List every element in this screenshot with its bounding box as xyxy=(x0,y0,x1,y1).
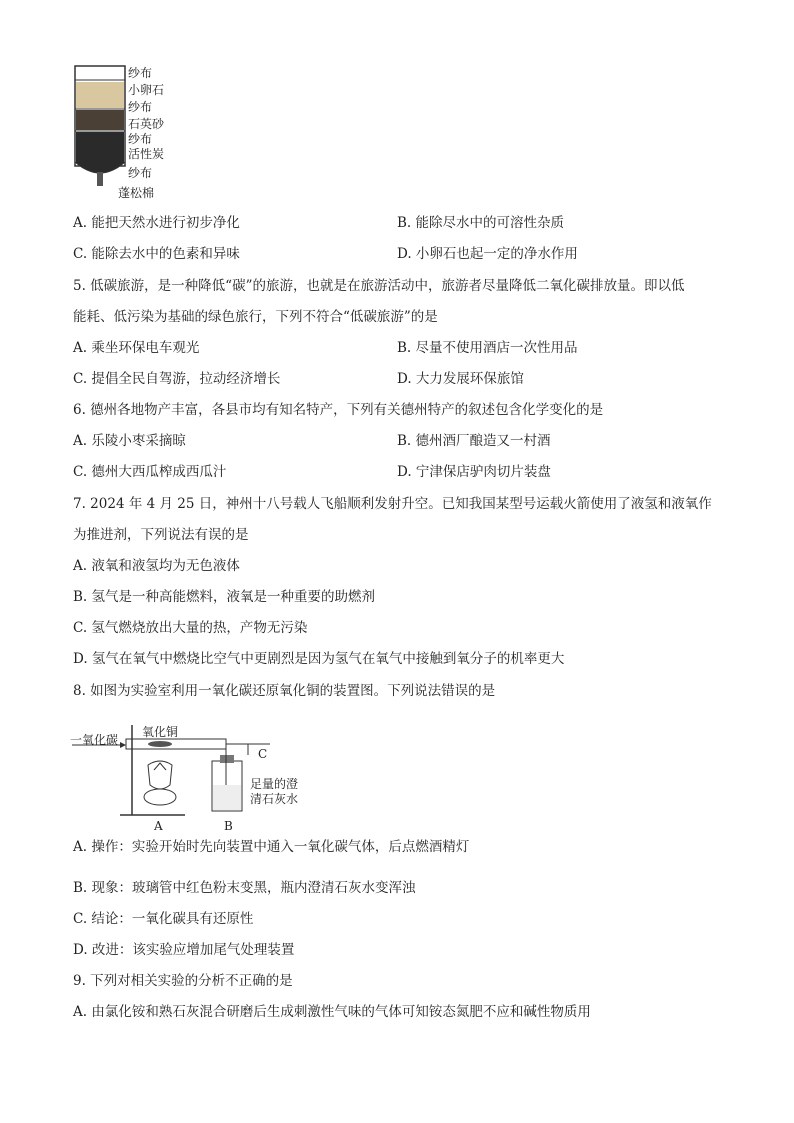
q6-option-c: C. 德州大西瓜榨成西瓜汁 xyxy=(73,464,227,480)
filter-label-5: 纱布 xyxy=(128,132,153,146)
filter-label-1: 纱布 xyxy=(128,66,153,80)
q9-option-a: A. 由氯化铵和熟石灰混合研磨后生成刺激性气味的气体可知铵态氮肥不应和碱性物质用 xyxy=(73,1004,591,1020)
q7-stem-line1: 7. 2024 年 4 月 25 日，神州十八号载人飞船顺利发射升空。已知我国某型号运载火箭使用了液氢和液氧作 xyxy=(73,496,712,512)
label-limewater-1: 足量的澄 xyxy=(250,777,299,791)
q9-stem: 9. 下列对相关实验的分析不正确的是 xyxy=(73,973,293,989)
q8-option-b: B. 现象：玻璃管中红色粉末变黑，瓶内澄清石灰水变浑浊 xyxy=(73,880,416,896)
q4-option-d: D. 小卵石也起一定的净水作用 xyxy=(397,246,578,262)
filter-label-8: 蓬松棉 xyxy=(118,186,155,200)
filter-figure xyxy=(70,64,190,204)
label-copper-oxide: 氧化铜 xyxy=(142,725,179,739)
q6-option-a: A. 乐陵小枣采摘晾 xyxy=(73,433,186,449)
q5-stem-line2: 能耗、低污染为基础的绿色旅行，下列不符合“低碳旅游”的是 xyxy=(73,309,438,325)
q4-option-c: C. 能除去水中的色素和异味 xyxy=(73,246,240,262)
label-limewater-2: 清石灰水 xyxy=(250,792,299,806)
q6-option-b: B. 德州酒厂酿造又一村酒 xyxy=(397,433,551,449)
q7-stem-line2: 为推进剂，下列说法有误的是 xyxy=(73,527,249,543)
q4-option-b: B. 能除尽水中的可溶性杂质 xyxy=(397,215,565,231)
label-carbon-monoxide: 一氧化碳 xyxy=(70,733,119,747)
q8-stem: 8. 如图为实验室利用一氧化碳还原氧化铜的装置图。下列说法错误的是 xyxy=(73,683,496,699)
q4-option-a: A. 能把天然水进行初步净化 xyxy=(73,215,240,231)
label-apparatus-a: A xyxy=(154,819,163,833)
q7-option-d: D. 氢气在氧气中燃烧比空气中更剧烈是因为氢气在氧气中接触到氧分子的机率更大 xyxy=(73,651,565,667)
co-apparatus-figure xyxy=(70,715,310,835)
filter-label-6: 活性炭 xyxy=(128,147,165,161)
q7-option-c: C. 氢气燃烧放出大量的热，产物无污染 xyxy=(73,620,308,636)
q8-option-d: D. 改进：该实验应增加尾气处理装置 xyxy=(73,942,295,958)
q5-option-a: A. 乘坐环保电车观光 xyxy=(73,340,200,356)
filter-label-4: 石英砂 xyxy=(128,117,165,131)
q8-option-a: A. 操作：实验开始时先向装置中通入一氧化碳气体，后点燃酒精灯 xyxy=(73,839,470,855)
filter-label-2: 小卵石 xyxy=(128,83,165,97)
q7-option-a: A. 液氧和液氢均为无色液体 xyxy=(73,558,240,574)
filter-label-3: 纱布 xyxy=(128,100,153,114)
q5-option-c: C. 提倡全民自驾游，拉动经济增长 xyxy=(73,371,281,387)
label-outlet-c: C xyxy=(258,747,268,761)
q6-option-d: D. 宁津保店驴肉切片装盘 xyxy=(397,464,551,480)
q5-option-b: B. 尽量不使用酒店一次性用品 xyxy=(397,340,578,356)
filter-apparatus-drawing xyxy=(70,64,130,194)
filter-label-7: 纱布 xyxy=(128,166,153,180)
q7-option-b: B. 氢气是一种高能燃料，液氧是一种重要的助燃剂 xyxy=(73,589,376,605)
q6-stem: 6. 德州各地物产丰富，各县市均有知名特产，下列有关德州特产的叙述包含化学变化的是 xyxy=(73,402,604,418)
label-apparatus-b: B xyxy=(224,819,233,833)
q5-option-d: D. 大力发展环保旅馆 xyxy=(397,371,524,387)
q8-option-c: C. 结论：一氧化碳具有还原性 xyxy=(73,911,254,927)
q5-stem-line1: 5. 低碳旅游，是一种降低“碳”的旅游，也就是在旅游活动中，旅游者尽量降低二氧化碳排放量。即以低 xyxy=(73,278,685,294)
